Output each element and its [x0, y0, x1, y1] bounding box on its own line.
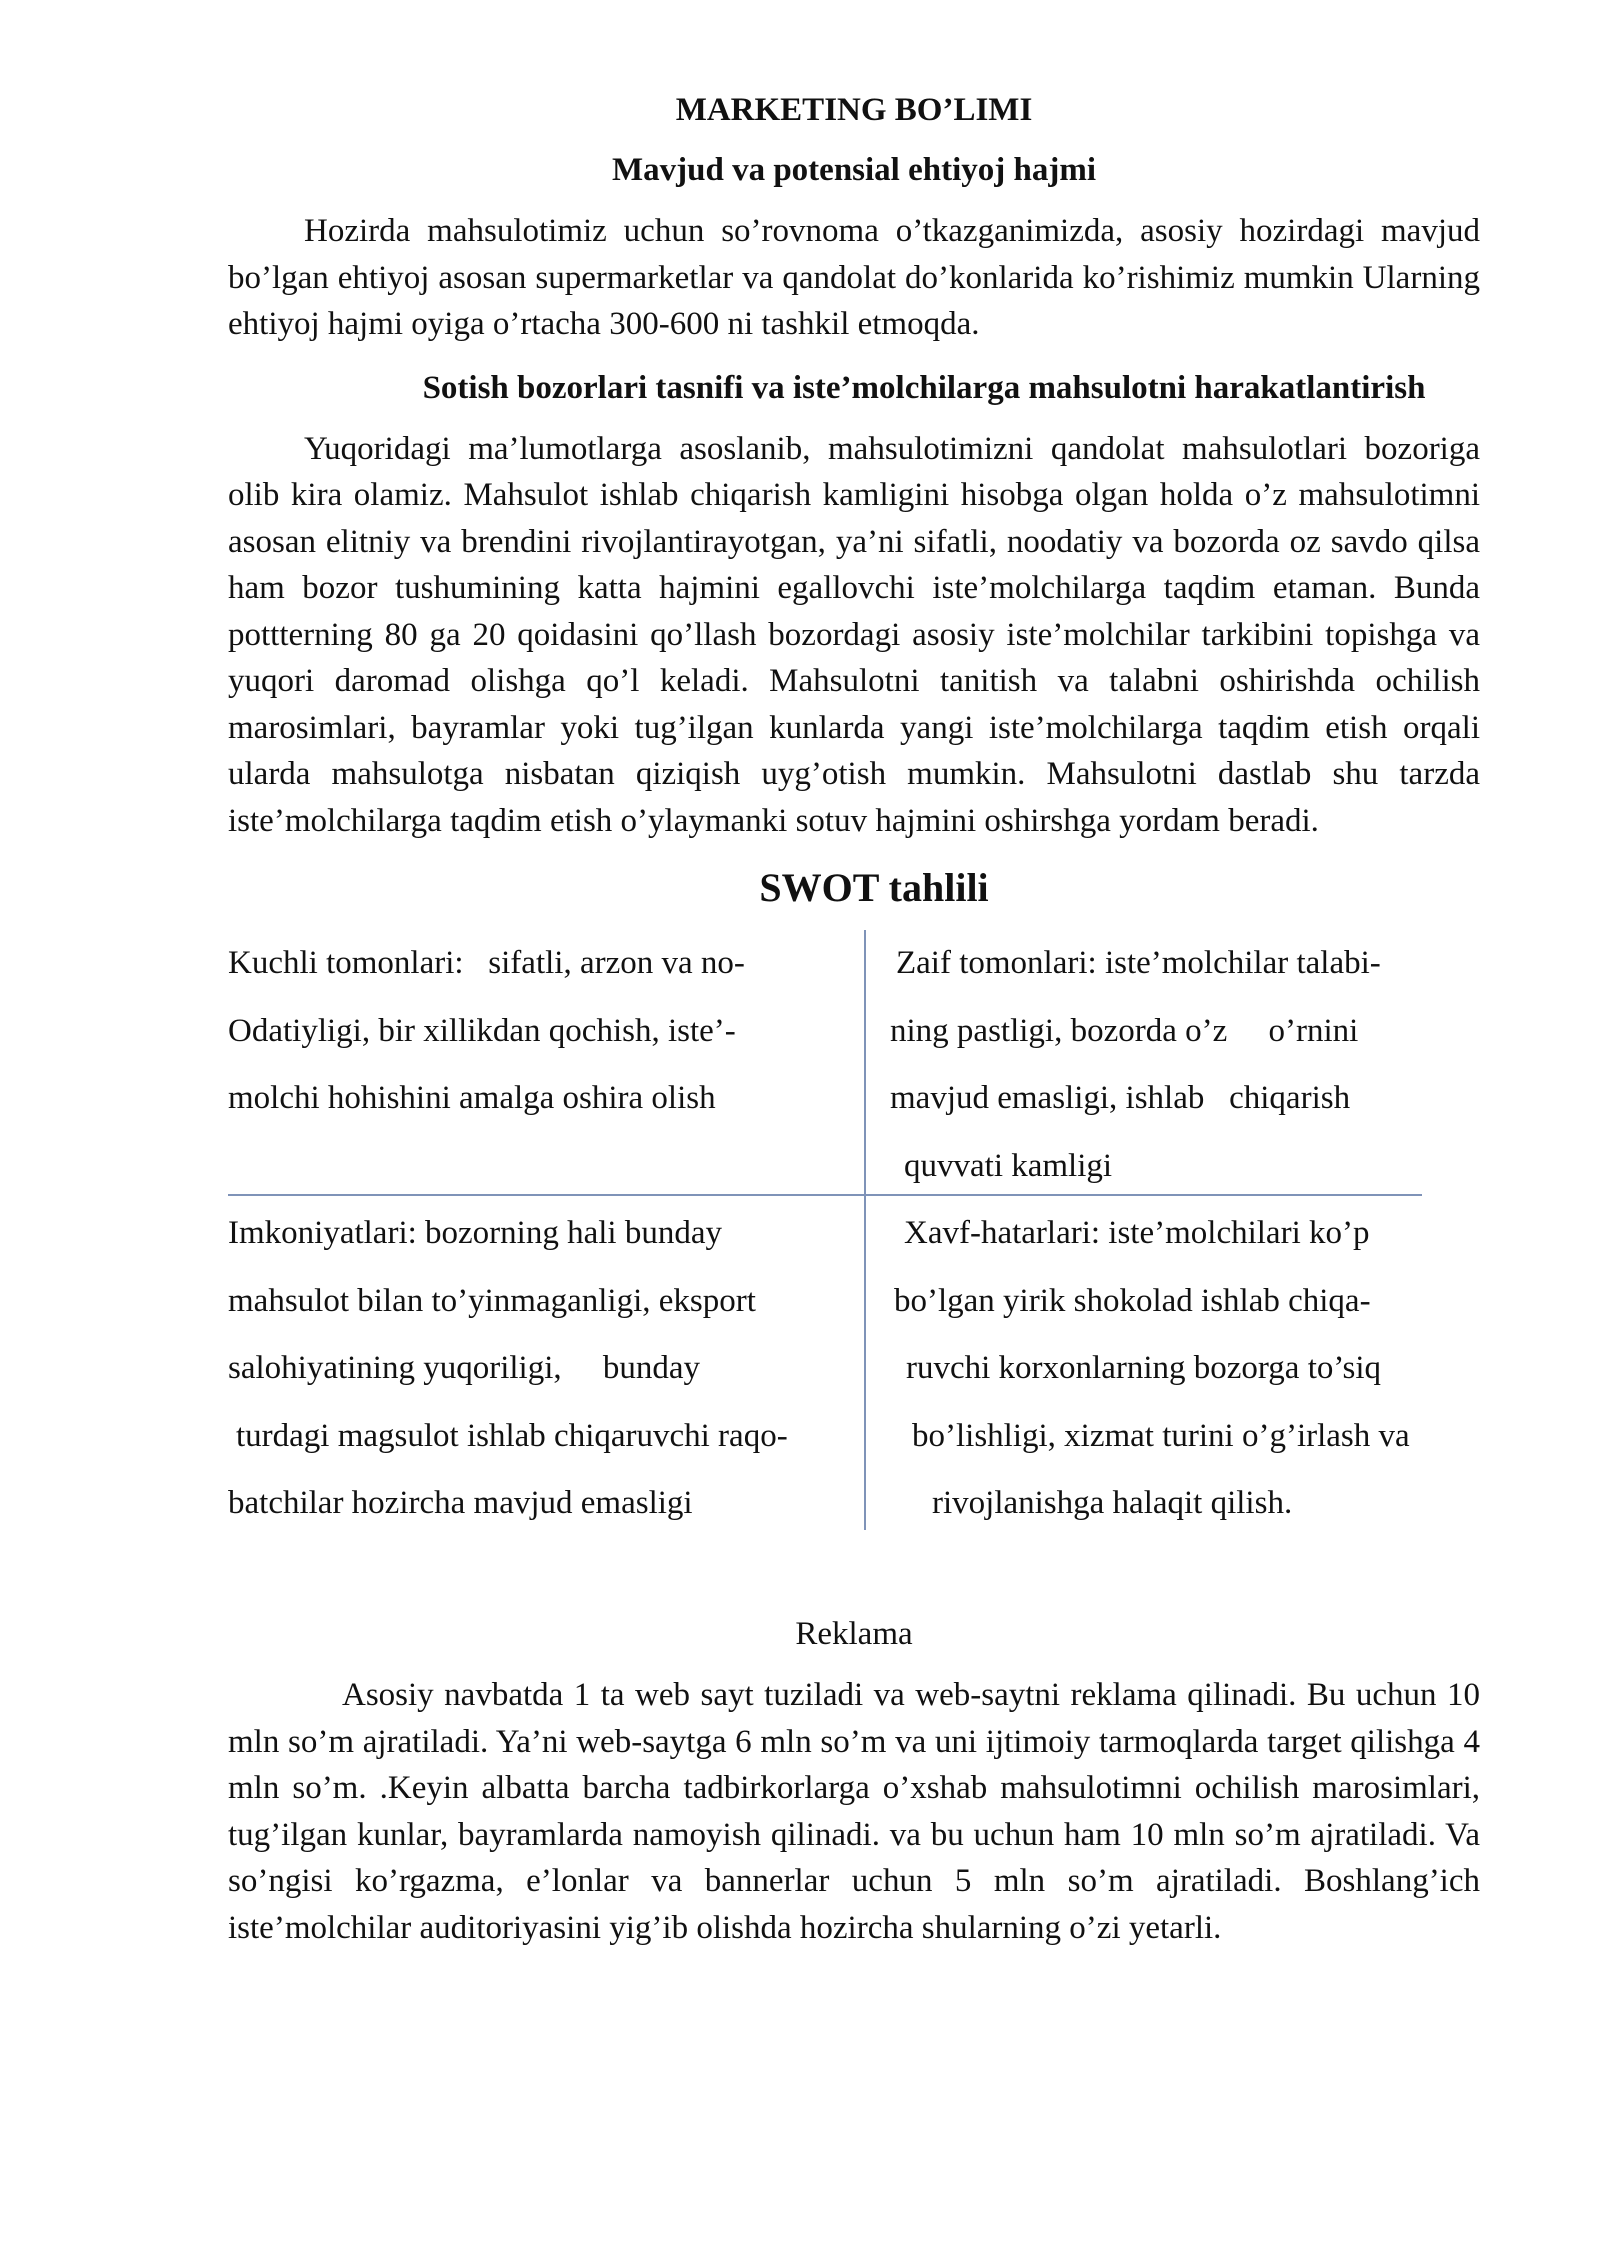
markets-paragraph: Yuqoridagi ma’lumotlarga asoslanib, mahsulotimizni qandolat mahsulotlari bozoriga olib kira olamiz. Mahsulot ishlab chiqarish kamligini hisobga olgan holda o’z mahsulotimni asosan elitniy va brendini rivojlantirayotgan, ya’ni sifatli, noodatiy va bozorda oz savdo qilsa ham bozor tushumining katta hajmini egallovchi iste’molchilarga taqdim etaman. Bunda pottterning 80 ga 20 qoidasini qo’llash bozordagi asosiy iste’molchilar tarkibini topishga va yuqori daromad olishga qo’l keladi. Mahsulotni tanitish va talabni oshirishda ochilish marosimlari, bayramlar yoki tug’ilgan kunlarda yangi iste’molchilarga taqdim etish orqali ularda mahsulotga nisbatan qiziqish uyg’otish mumkin. Mahsulotni dastlab shu tarzda iste’molchilarga taqdim etish o’ylaymanki sotuv hajmini oshirshga yordam beradi. — [228, 430, 1480, 839]
threats-line: bo’lgan yirik shokolad ishlab chiqa- — [894, 1282, 1371, 1319]
weaknesses-line: ning pastligi, bozorda o’z o’rnini — [890, 1012, 1359, 1049]
advertising-paragraph: Asosiy navbatda 1 ta web sayt tuziladi va web-saytni reklama qilinadi. Bu uchun 10 mln so’m ajratiladi. Ya’ni web-saytga 6 mln so’m va uni ijtimoiy tarmoqlarda target qilishga 4 mln so’m. .Keyin albatta barcha tadbirkorlarga o’xshab mahsulotimni ochilish marosimlari, tug’ilgan kunlar, bayramlarda namoyish qilinadi. va bu uchun ham 10 mln so’m ajratiladi. Va so’ngisi ko’rgazma, e’lonlar va bannerlar uchun 5 mln so’m ajratiladi. Boshlang’ich iste’molchilar auditoriyasini yig’ib olishda hozircha shularning o’zi yetarli. — [228, 1677, 1480, 1946]
threats-line: ruvchi korxonlarning bozorga to’siq — [906, 1350, 1382, 1386]
opportunities-line: salohiyatining yuqoriligi, bunday — [228, 1350, 701, 1386]
opportunities-line: batchilar hozircha mavjud emasligi — [228, 1485, 693, 1521]
swot-strengths — [228, 930, 848, 1133]
demand-paragraph: Hozirda mahsulotimiz uchun so’rovnoma o’tkazganimizda, asosiy hozirdagi mavjud bo’lgan ehtiyoj asosan supermarketlar va qandolat do’konlarida ko’rishimiz mumkin Ularning ehtiyoj hajmi oyiga o’rtacha 300-600 ni tashkil etmoqda. — [228, 213, 1480, 342]
opportunities-line: mahsulot bilan to’yinmaganligi, eksport — [228, 1282, 756, 1319]
opportunities-line: Imkoniyatlari: bozorning hali bunday — [228, 1215, 722, 1251]
threats-line: rivojlanishga halaqit qilish. — [932, 1485, 1293, 1521]
swot-opportunities — [228, 1200, 858, 1538]
strengths-line: Odatiyligi, bir xillikdan qochish, iste’- — [228, 1012, 736, 1049]
threats-line: bo’lishligi, xizmat turini o’g’irlash va — [912, 1417, 1410, 1454]
opportunities-line: turdagi magsulot ishlab chiqaruvchi raqo- — [236, 1417, 788, 1454]
weaknesses-line: mavjud emasligi, ishlab chiqarish — [890, 1080, 1351, 1116]
weaknesses-line: Zaif tomonlari: iste’molchilar talabi- — [896, 945, 1381, 981]
swot-weaknesses — [890, 930, 1480, 1200]
swot-vertical-divider — [864, 930, 866, 1530]
strengths-line: molchi hohishini amalga oshira olish — [228, 1080, 716, 1116]
markets-heading: Sotish bozorlari tasnifi va iste’molchilarga mahsulotni harakatlantirish — [422, 369, 1426, 406]
swot-threats — [890, 1200, 1480, 1538]
advertising-heading: Reklama — [795, 1616, 913, 1652]
strengths-line: Kuchli tomonlari: sifatli, arzon va no- — [228, 945, 745, 981]
section-title: MARKETING BO’LIMI — [675, 92, 1033, 128]
threats-line: Xavf-hatarlari: iste’molchilari ko’p — [904, 1215, 1370, 1251]
demand-heading: Mavjud va potensial ehtiyoj hajmi — [611, 152, 1096, 188]
weaknesses-line: quvvati kamligi — [904, 1147, 1113, 1184]
document-page — [228, 80, 1480, 1951]
swot-table — [228, 930, 1480, 1530]
swot-title: SWOT tahlili — [759, 865, 989, 910]
